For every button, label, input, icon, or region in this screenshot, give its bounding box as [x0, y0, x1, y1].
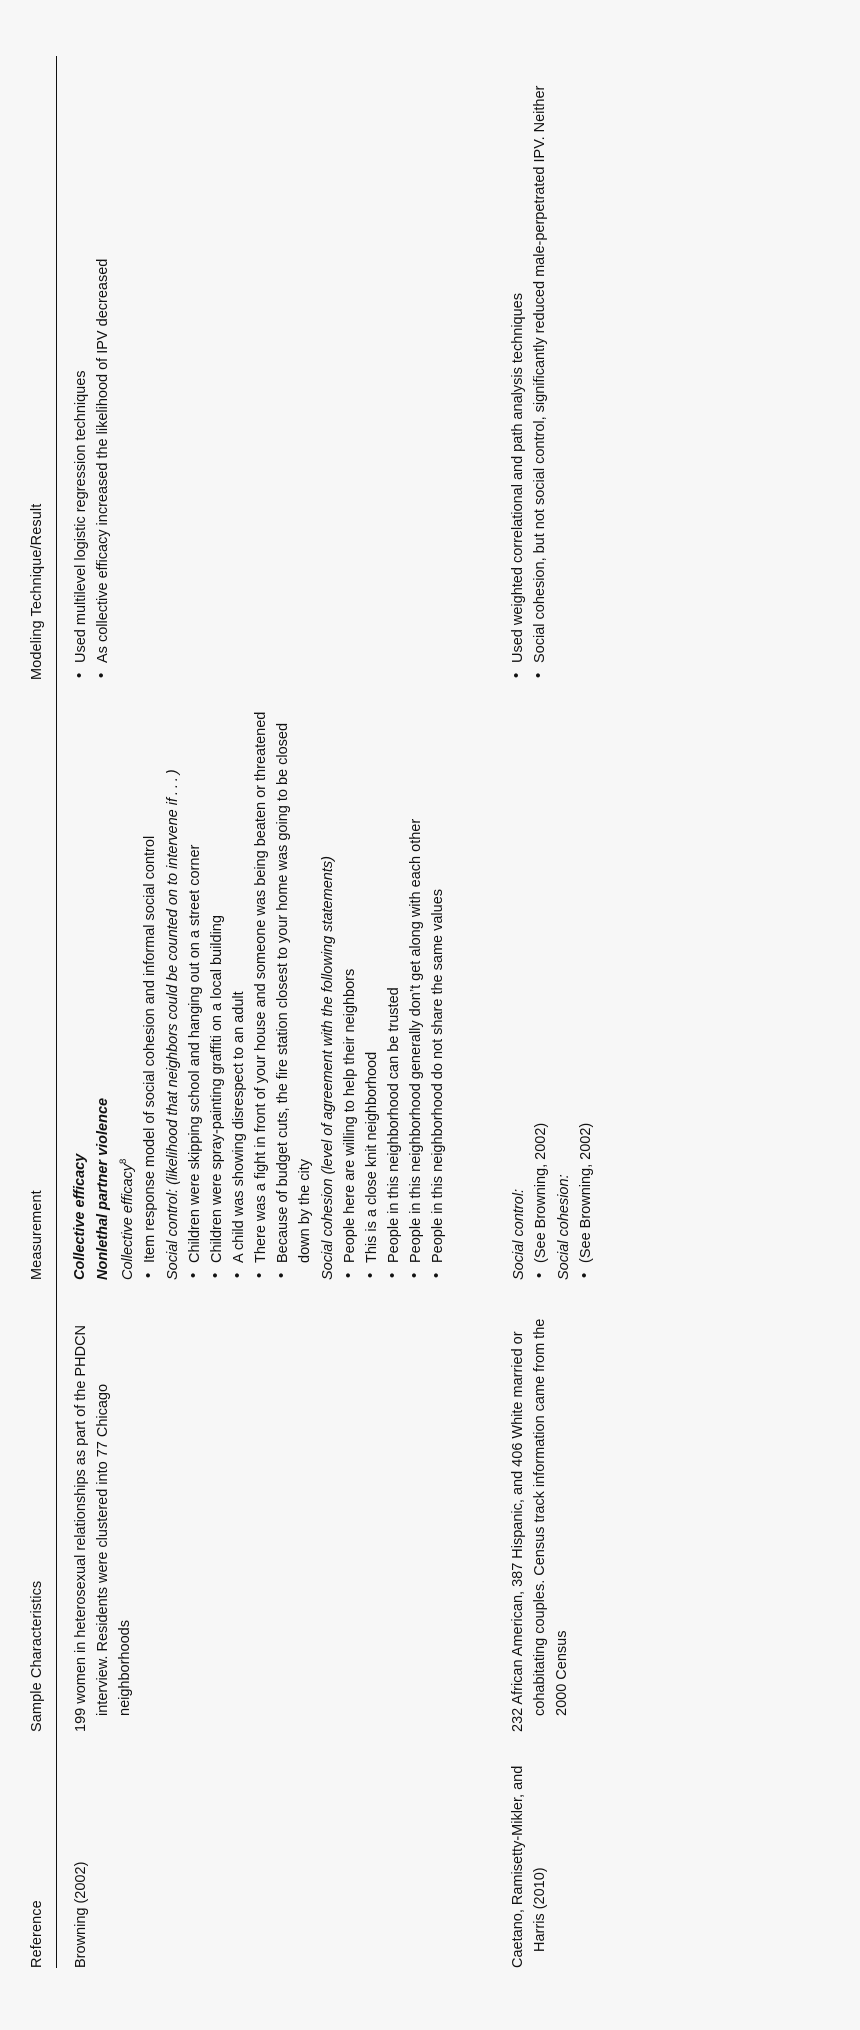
cell-measurement: [507, 680, 597, 1280]
column-header-measurement: Measurement: [29, 1190, 45, 1280]
list-item: • People here are willing to help their neighbors: [339, 706, 361, 1280]
cell-sample-characteristics: 199 women in heterosexual relationships as part of the PHDCN interview. Residents were clustered into 77 Chicago neighborhoods: [72, 1324, 133, 1732]
list-item: • (See Browning, 2002): [530, 706, 552, 1280]
measurement-section-label-text: Collective efficacy: [119, 1163, 136, 1280]
table-row: [449, 56, 597, 1968]
list-item: • Used multilevel logistic regression techniques: [70, 56, 92, 680]
cell-modeling-technique: [507, 56, 551, 680]
measurement-group-title-line1: Collective efficacy: [71, 1153, 88, 1280]
modeling-bullet-list: [507, 56, 551, 680]
list-item: • Children were skipping school and hanging out on a street corner: [184, 706, 206, 1280]
list-item: • People in this neighborhood do not share the same values: [427, 706, 449, 1280]
footnote-marker: 8: [117, 1158, 129, 1164]
column-header-modeling: Modeling Technique/Result: [29, 503, 45, 680]
list-item: • Because of budget cuts, the fire station closest to your home was going to be closed down by the city: [272, 706, 316, 1280]
list-item: • Used weighted correlational and path analysis techniques: [507, 56, 529, 680]
list-item: • People in this neighborhood can be trusted: [383, 706, 405, 1280]
cell-reference: Caetano, Ramisetty-Mikler, and Harris (2010): [510, 1765, 549, 1968]
list-item: • As collective efficacy increased the likelihood of IPV decreased: [92, 56, 114, 680]
table-row: [57, 56, 449, 1968]
table-header-row: [22, 56, 56, 1968]
study-summary-table: [22, 56, 597, 1968]
column-header-sample: Sample Characteristics: [29, 1580, 45, 1732]
modeling-bullet-list: [70, 56, 114, 680]
column-header-reference: Reference: [29, 1900, 45, 1968]
cell-measurement: [70, 680, 449, 1280]
measurement-section-label: [117, 706, 139, 1280]
measurement-section-label: Social control:: [511, 1188, 528, 1280]
measurement-bullet-list: [339, 706, 449, 1280]
measurement-group-title-line2: Nonlethal partner violence: [95, 1097, 112, 1280]
list-item: • Item response model of social cohesion and informal social control: [139, 706, 161, 1280]
measurement-bullet-list: [575, 706, 597, 1280]
list-item: • This is a close knit neighborhood: [361, 706, 383, 1280]
measurement-bullet-list: [139, 706, 161, 1280]
list-item: • Social cohesion, but not social control, significantly reduced male-perpetrated IPV. Neither: [529, 56, 551, 680]
cell-sample-characteristics: 232 African American, 387 Hispanic, and 406 White married or cohabitating couples. Census track information came from the 2000 Census: [510, 1318, 571, 1732]
cell-reference: Browning (2002): [72, 1861, 89, 1968]
list-item: • There was a fight in front of your house and someone was being beaten or threatened: [250, 706, 272, 1280]
measurement-bullet-list: [530, 706, 552, 1280]
measurement-section-label: Social cohesion:: [556, 1174, 573, 1280]
list-item: • Children were spray-painting graffiti on a local building: [206, 706, 228, 1280]
cell-modeling-technique: [70, 56, 114, 680]
measurement-bullet-list: [184, 706, 316, 1280]
list-item: • People in this neighborhood generally don’t get along with each other: [405, 706, 427, 1280]
list-item: • A child was showing disrespect to an adult: [228, 706, 250, 1280]
measurement-section-label: Social control: (likelihood that neighbors could be counted on to intervene if . . . ): [164, 769, 181, 1280]
measurement-section-label: Social cohesion (level of agreement with the following statements): [320, 856, 337, 1280]
list-item: • (See Browning, 2002): [575, 706, 597, 1280]
